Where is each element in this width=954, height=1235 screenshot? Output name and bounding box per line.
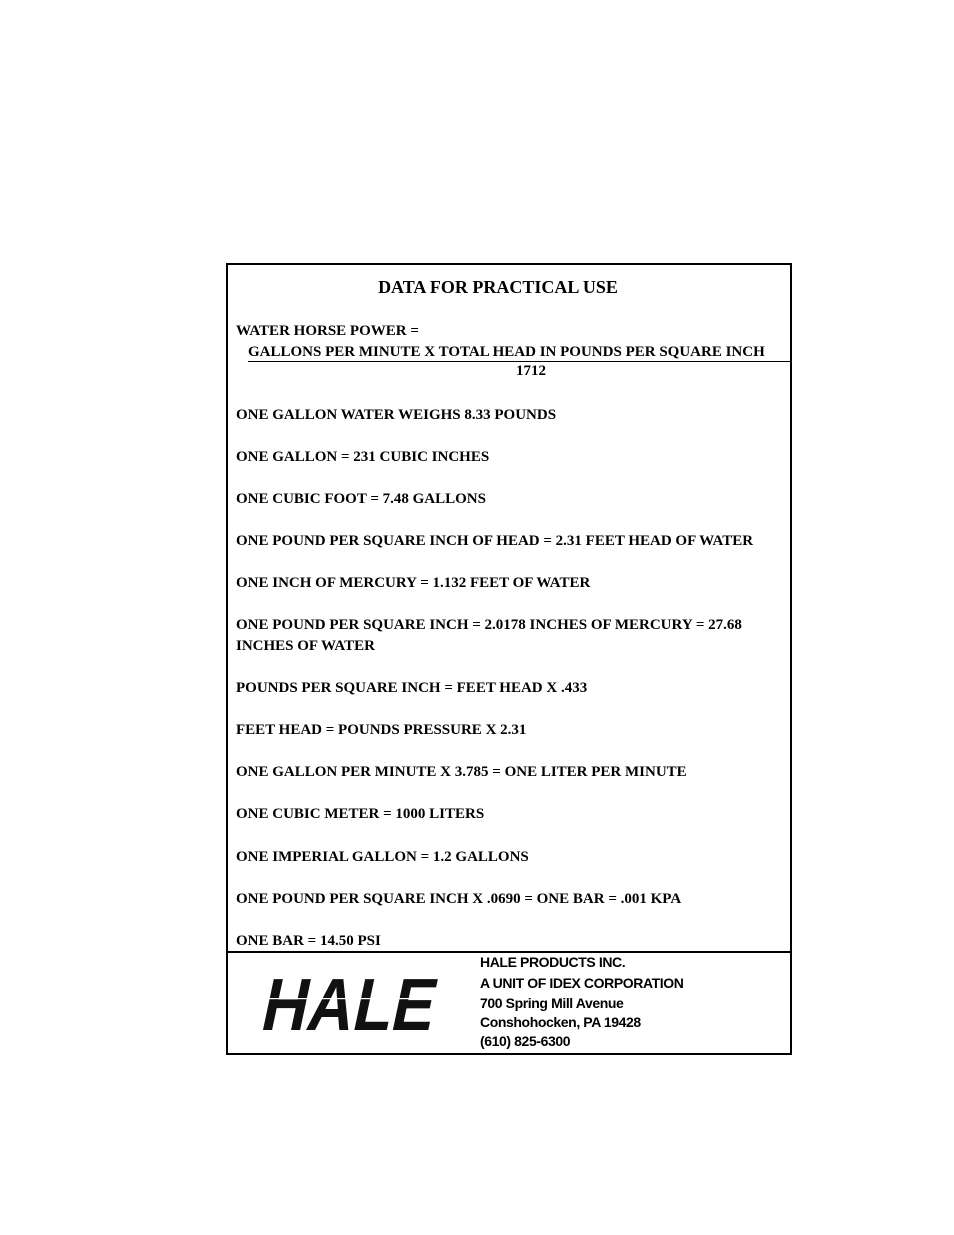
fact-line: ONE POUND PER SQUARE INCH OF HEAD = 2.31 FEET HEAD OF WATER [236,533,754,549]
formula-numerator: GALLONS PER MINUTE X TOTAL HEAD IN POUNDS PER SQUARE INCH [248,344,765,360]
fact-line: ONE CUBIC FOOT = 7.48 GALLONS [236,491,486,507]
fact-line: ONE GALLON WATER WEIGHS 8.33 POUNDS [236,407,557,423]
fraction-bar [248,361,790,362]
fact-line: ONE INCH OF MERCURY = 1.132 FEET OF WATER [236,575,591,591]
fact-line: ONE POUND PER SQUARE INCH X .0690 = ONE BAR = .001 KPA [236,891,682,907]
company-parent: A UNIT OF IDEX CORPORATION [480,975,684,991]
hale-logo [255,962,475,1046]
company-name: HALE PRODUCTS INC. [480,954,626,970]
fact-line: ONE CUBIC METER = 1000 LITERS [236,806,485,822]
svg-text:HALE: HALE [255,962,475,1046]
fact-line: ONE GALLON PER MINUTE X 3.785 = ONE LITER PER MINUTE [236,764,687,780]
fact-line: ONE IMPERIAL GALLON = 1.2 GALLONS [236,849,529,865]
phone-number: (610) 825-6300 [480,1033,571,1049]
practical-data-panel [226,263,792,1055]
fact-line: ONE GALLON = 231 CUBIC INCHES [236,449,490,465]
fact-line: ONE BAR = 14.50 PSI [236,933,381,949]
fact-line: FEET HEAD = POUNDS PRESSURE X 2.31 [236,722,527,738]
fact-line: ONE POUND PER SQUARE INCH = 2.0178 INCHES OF MERCURY = 27.68 INCHES OF WATER [236,617,742,654]
formula-label: WATER HORSE POWER = [236,323,419,339]
document-title: DATA FOR PRACTICAL USE [378,277,618,297]
formula-denominator: 1712 [516,363,546,379]
city-state-zip: Conshohocken, PA 19428 [480,1014,641,1030]
fact-line: POUNDS PER SQUARE INCH = FEET HEAD X .433 [236,680,588,696]
footer-divider [228,951,790,953]
street-address: 700 Spring Mill Avenue [480,995,624,1011]
